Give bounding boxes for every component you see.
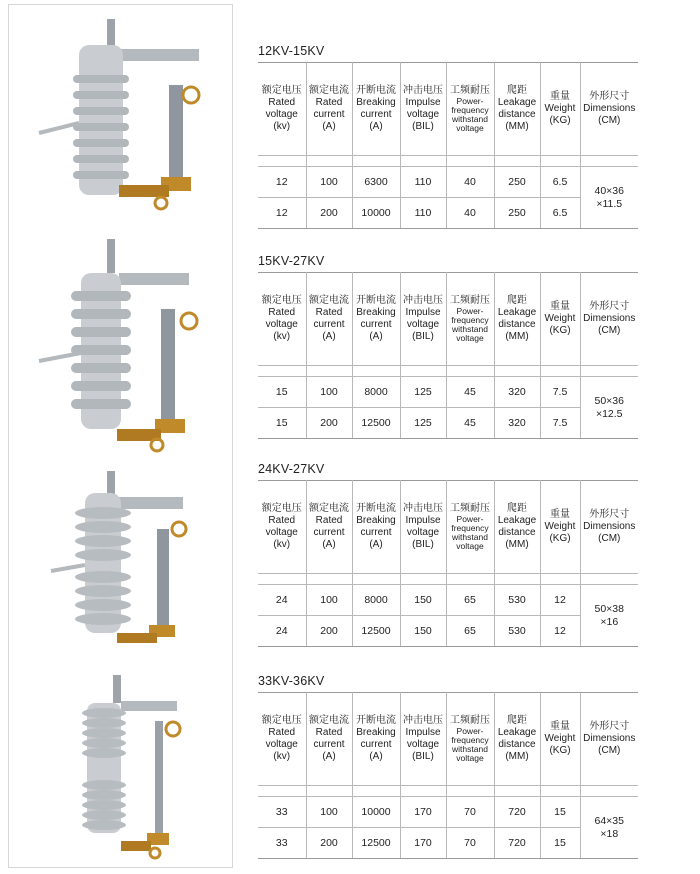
- section-title: 15KV-27KV: [258, 254, 325, 268]
- cell-power-frequency: 40: [446, 198, 494, 229]
- cell-weight: 12: [540, 585, 580, 616]
- section-title: 12KV-15KV: [258, 44, 325, 58]
- cell-breaking: 8000: [352, 585, 400, 616]
- cell-breaking: 10000: [352, 198, 400, 229]
- fuse-cutout-image-33kv: [21, 673, 221, 863]
- cell-weight: 12: [540, 616, 580, 647]
- section-title: 33KV-36KV: [258, 674, 325, 688]
- header-breaking-current: 开断电流 Breaking current (A): [352, 693, 400, 786]
- header-weight: 重量 Weight (KG): [540, 693, 580, 786]
- header-leakage-distance: 爬距 Leakage distance (MM): [494, 273, 540, 366]
- cell-current: 100: [306, 167, 352, 198]
- cell-weight: 7.5: [540, 377, 580, 408]
- table-row: [258, 585, 638, 616]
- cell-voltage: 24: [258, 616, 306, 647]
- header-power-frequency: 工频耐压 Power- frequency withstand voltage: [446, 63, 494, 156]
- cell-power-frequency: 70: [446, 797, 494, 828]
- cell-breaking: 6300: [352, 167, 400, 198]
- table-header-row: [258, 481, 638, 574]
- header-impulse-voltage: 冲击电压 Impulse voltage (BIL): [400, 63, 446, 156]
- header-leakage-distance: 爬距 Leakage distance (MM): [494, 63, 540, 156]
- cell-leakage: 530: [494, 585, 540, 616]
- cell-dimensions: 50×38 ×16: [580, 585, 638, 647]
- fuse-cutout-image-24kv: [21, 467, 221, 657]
- section-title: 24KV-27KV: [258, 462, 325, 476]
- header-rated-current: 额定电流 Rated current (A): [306, 481, 352, 574]
- header-rated-voltage: 额定电压 Rated voltage (kv): [258, 693, 306, 786]
- cell-breaking: 12500: [352, 616, 400, 647]
- spec-section-12-15kv: [258, 44, 638, 229]
- header-dimensions: 外形尺寸 Dimensions (CM): [580, 693, 638, 786]
- header-rated-current: 额定电流 Rated current (A): [306, 693, 352, 786]
- cell-weight: 15: [540, 828, 580, 859]
- spec-table: [258, 62, 638, 229]
- cell-leakage: 320: [494, 408, 540, 439]
- cell-dimensions: 64×35 ×18: [580, 797, 638, 859]
- cell-dimensions: 50×36 ×12.5: [580, 377, 638, 439]
- cell-impulse: 125: [400, 408, 446, 439]
- cell-current: 100: [306, 377, 352, 408]
- cell-impulse: 150: [400, 616, 446, 647]
- cell-voltage: 24: [258, 585, 306, 616]
- header-rated-current: 额定电流 Rated current (A): [306, 63, 352, 156]
- cell-impulse: 110: [400, 167, 446, 198]
- cell-weight: 15: [540, 797, 580, 828]
- cell-impulse: 170: [400, 797, 446, 828]
- cell-current: 200: [306, 408, 352, 439]
- cell-current: 100: [306, 797, 352, 828]
- header-rated-voltage: 额定电压 Rated voltage (kv): [258, 481, 306, 574]
- header-rated-voltage: 额定电压 Rated voltage (kv): [258, 273, 306, 366]
- cell-power-frequency: 65: [446, 585, 494, 616]
- header-rated-voltage: 额定电压 Rated voltage (kv): [258, 63, 306, 156]
- spec-table: [258, 480, 638, 647]
- cell-voltage: 12: [258, 167, 306, 198]
- header-weight: 重量 Weight (KG): [540, 63, 580, 156]
- cell-breaking: 12500: [352, 408, 400, 439]
- header-weight: 重量 Weight (KG): [540, 273, 580, 366]
- cell-leakage: 530: [494, 616, 540, 647]
- cell-dimensions: 40×36 ×11.5: [580, 167, 638, 229]
- cell-power-frequency: 65: [446, 616, 494, 647]
- cell-voltage: 33: [258, 797, 306, 828]
- header-rated-current: 额定电流 Rated current (A): [306, 273, 352, 366]
- header-impulse-voltage: 冲击电压 Impulse voltage (BIL): [400, 273, 446, 366]
- cell-breaking: 10000: [352, 797, 400, 828]
- header-power-frequency: 工频耐压 Power- frequency withstand voltage: [446, 273, 494, 366]
- cell-power-frequency: 45: [446, 377, 494, 408]
- table-row: [258, 377, 638, 408]
- header-leakage-distance: 爬距 Leakage distance (MM): [494, 693, 540, 786]
- cell-impulse: 110: [400, 198, 446, 229]
- table-row: [258, 797, 638, 828]
- cell-leakage: 250: [494, 167, 540, 198]
- cell-current: 200: [306, 616, 352, 647]
- cell-voltage: 15: [258, 408, 306, 439]
- cell-impulse: 125: [400, 377, 446, 408]
- cell-leakage: 720: [494, 797, 540, 828]
- table-row: [258, 167, 638, 198]
- header-dimensions: 外形尺寸 Dimensions (CM): [580, 273, 638, 366]
- cell-breaking: 12500: [352, 828, 400, 859]
- header-power-frequency: 工频耐压 Power- frequency withstand voltage: [446, 693, 494, 786]
- cell-breaking: 8000: [352, 377, 400, 408]
- cell-current: 100: [306, 585, 352, 616]
- header-impulse-voltage: 冲击电压 Impulse voltage (BIL): [400, 481, 446, 574]
- header-breaking-current: 开断电流 Breaking current (A): [352, 63, 400, 156]
- cell-weight: 6.5: [540, 167, 580, 198]
- fuse-cutout-image-12kv: [21, 15, 221, 215]
- cell-current: 200: [306, 828, 352, 859]
- header-dimensions: 外形尺寸 Dimensions (CM): [580, 481, 638, 574]
- spec-section-24-27kv: [258, 462, 638, 647]
- cell-weight: 7.5: [540, 408, 580, 439]
- spec-section-15-27kv: [258, 254, 638, 439]
- cell-leakage: 720: [494, 828, 540, 859]
- cell-leakage: 250: [494, 198, 540, 229]
- cell-power-frequency: 70: [446, 828, 494, 859]
- table-header-row: [258, 273, 638, 366]
- cell-impulse: 170: [400, 828, 446, 859]
- spec-section-33-36kv: [258, 674, 638, 859]
- cell-weight: 6.5: [540, 198, 580, 229]
- cell-impulse: 150: [400, 585, 446, 616]
- spec-table: [258, 272, 638, 439]
- cell-power-frequency: 40: [446, 167, 494, 198]
- header-impulse-voltage: 冲击电压 Impulse voltage (BIL): [400, 693, 446, 786]
- table-header-row: [258, 693, 638, 786]
- header-breaking-current: 开断电流 Breaking current (A): [352, 273, 400, 366]
- cell-power-frequency: 45: [446, 408, 494, 439]
- product-photo-panel: [8, 4, 233, 868]
- cell-voltage: 15: [258, 377, 306, 408]
- cell-current: 200: [306, 198, 352, 229]
- header-weight: 重量 Weight (KG): [540, 481, 580, 574]
- header-breaking-current: 开断电流 Breaking current (A): [352, 481, 400, 574]
- spec-table: [258, 692, 638, 859]
- cell-leakage: 320: [494, 377, 540, 408]
- fuse-cutout-image-15kv: [21, 237, 221, 457]
- header-leakage-distance: 爬距 Leakage distance (MM): [494, 481, 540, 574]
- header-dimensions: 外形尺寸 Dimensions (CM): [580, 63, 638, 156]
- header-power-frequency: 工频耐压 Power- frequency withstand voltage: [446, 481, 494, 574]
- cell-voltage: 12: [258, 198, 306, 229]
- cell-voltage: 33: [258, 828, 306, 859]
- table-header-row: [258, 63, 638, 156]
